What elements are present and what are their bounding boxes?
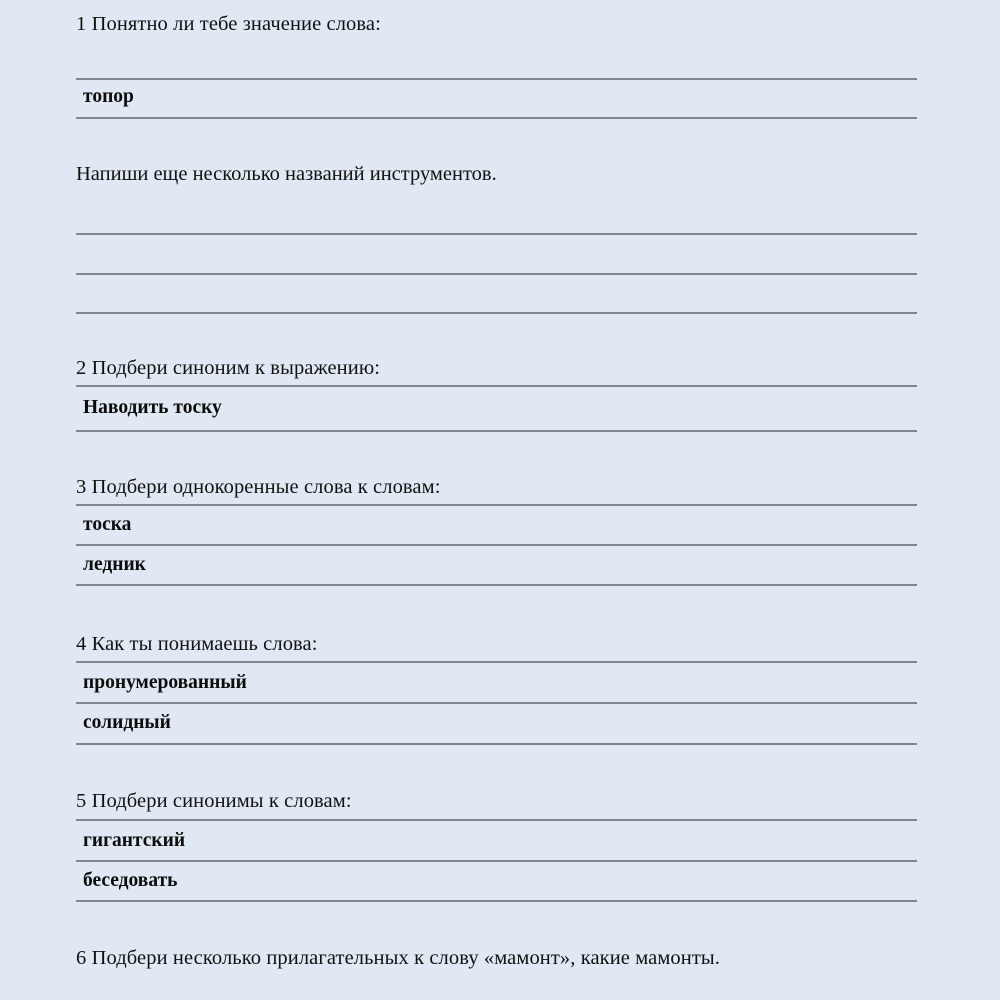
exercise-3-heading: 3 Подбери однокоренные слова к словам: bbox=[76, 476, 441, 498]
exercise-5-answer-rule-middle bbox=[76, 860, 917, 862]
exercise-5-answer-rule-top bbox=[76, 819, 917, 821]
exercise-2-answer-1: Наводить тоску bbox=[83, 397, 222, 418]
exercise-1-answer-rule-bottom bbox=[76, 117, 917, 119]
exercise-5-answer-2: беседовать bbox=[83, 870, 178, 891]
exercise-1-blank-line-3 bbox=[76, 312, 917, 314]
exercise-4-heading: 4 Как ты понимаешь слова: bbox=[76, 633, 318, 655]
exercise-3-answer-2: ледник bbox=[83, 554, 146, 575]
exercise-1-answer-1: топор bbox=[83, 86, 134, 107]
exercise-2-answer-rule-top bbox=[76, 385, 917, 387]
exercise-4-answer-rule-top bbox=[76, 661, 917, 663]
exercise-1-blank-line-1 bbox=[76, 233, 917, 235]
exercise-1-blank-line-2 bbox=[76, 273, 917, 275]
exercise-4-answer-rule-middle bbox=[76, 702, 917, 704]
exercise-1-prompt: Напиши еще несколько названий инструментов. bbox=[76, 163, 497, 185]
exercise-1-answer-rule-top bbox=[76, 78, 917, 80]
exercise-3-answer-rule-top bbox=[76, 504, 917, 506]
exercise-2-answer-rule-bottom bbox=[76, 430, 917, 432]
exercise-2-heading: 2 Подбери синоним к выражению: bbox=[76, 357, 381, 379]
exercise-5-heading: 5 Подбери синонимы к словам: bbox=[76, 790, 352, 812]
exercise-5-answer-1: гигантский bbox=[83, 830, 186, 851]
exercise-1-heading: 1 Понятно ли тебе значение слова: bbox=[76, 13, 381, 35]
exercise-4-answer-rule-bottom bbox=[76, 743, 917, 745]
exercise-3-answer-1: тоска bbox=[83, 514, 132, 535]
exercise-4-answer-1: пронумерованный bbox=[83, 672, 247, 693]
exercise-3-answer-rule-bottom bbox=[76, 584, 917, 586]
exercise-4-answer-2: солидный bbox=[83, 712, 171, 733]
exercise-6-heading: 6 Подбери несколько прилагательных к слову «мамонт», какие мамонты. bbox=[76, 947, 721, 969]
exercise-5-answer-rule-bottom bbox=[76, 900, 917, 902]
exercise-3-answer-rule-middle bbox=[76, 544, 917, 546]
